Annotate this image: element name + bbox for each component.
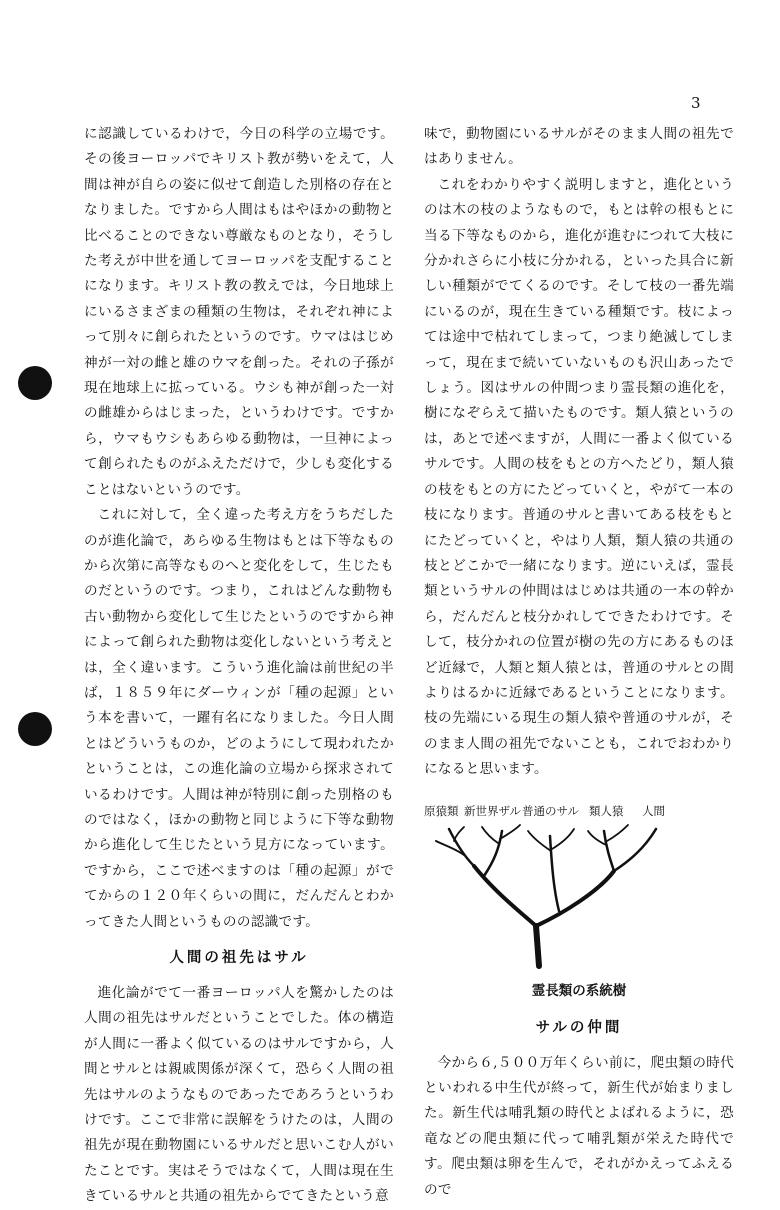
- tree-drawing: [424, 821, 734, 971]
- primate-phylogenetic-tree: [424, 803, 734, 973]
- binder-hole-top: [18, 366, 52, 400]
- paragraph: これに対して，全く違った考え方をうちだしたのが進化論で，あらゆる生物はもとは下等なものから次第に高等なものへと変化をして，生じたものだというのです。つまり，これはどんな動物も古い動物から変化して生じたというのですから神によって創られた動物は変化しないという考えとは，全く違います。こういう進化論は前世紀の半ば，１８５９年にダーウィンが「種の起源」という本を書いて，一躍有名になりました。今日人間とはどういうものか，どのようにして現われたかということは，この進化論の立場から探求されているわけです。人間は神が特別に創った別格のものではなく，ほかの動物と同じように下等な動物から進化して生じたという見方になっています。ですから，ここで述べますのは「種の起源」がでてからの１２０年くらいの間に，だんだんとわかってきた人間というものの認識です。: [84, 507, 394, 930]
- binder-hole-bottom: [18, 712, 52, 746]
- paragraph: 進化論がでて一番ヨーロッパ人を驚かしたのは人間の祖先はサルだということでした。体の構造が人間に一番よく似ているのはサルですから，人間とサルとは親戚関係が深くて，恐らく人間の祖先はサルのようなものであったであろうというわけです。ここで非常に誤解をうけたのは，人間の祖先が現在動物園にいるサルだと思いこむ人がいたことです。実はそうではなくて，人間は現在生きているサルと共通の祖先からでてきたという意: [84, 985, 394, 1205]
- tree-labels: [424, 803, 734, 823]
- paragraph: 今から６,５００万年くらい前に，爬虫類の時代といわれる中生代が終って，新生代が始まりました。新生代は哺乳類の時代とよばれるように，恐竜などの爬虫類に代って哺乳類が栄えた時代です。爬虫類は卵を生んで，それがかえってふえるので: [424, 1054, 734, 1198]
- label-humans: 人間: [642, 803, 665, 818]
- section-heading: 人間の祖先はサル: [169, 949, 309, 966]
- paragraph: これをわかりやすく説明しますと，進化というのは木の枝のようなもので，もとは幹の根もとに当る下等なものから，進化が進むにつれて大枝に分かれさらに小枝に分かれる，といった具合に新しい種類がでてくるのです。そして枝の一番先端にいるのが，現在生きている種類です。枝によっては途中で枯れてしまって，つまり絶滅してしまって，現在まで続いていないものも沢山あったでしょう。図はサルの仲間つまり霊長類の進化を，樹になぞらえて描いたものです。類人猿というのは，あとで述べますが，人間に一番よく似ているサルです。人間の枝をもとの方へたどり，類人猿の枝をもとの方にたどっていくと，やがて一本の枝になります。普通のサルと書いてある枝をもとにたどっていくと，やはり人類，類人猿の共通の枝とどこかで一緒になります。逆にいえば，霊長類というサルの仲間ははじめは共通の一本の幹から，だんだんと枝分かれしてできたわけです。そして，枝分かれの位置が樹の先の方にあるものほど近縁で，人類と類人猿とは，普通のサルとの間よりはるかに近縁であるということになります。枝の先端にいる現生の類人猿や普通のサルが，そのまま人間の祖先でないことも，これでおわかりになると思います。: [424, 176, 734, 778]
- label-new-world-monkeys: 新世界ザル: [464, 803, 521, 818]
- paragraph: に認識しているわけで，今日の科学の立場です。その後ヨーロッパでキリスト教が勢いをえて，人間は神が自らの姿に似せて創造した別格の存在となりました。ですから人間はもはやほかの動物と比べることのできない尊厳なものとなり，そうした考えが中世を通してヨーロッパを支配することになります。キリスト教の教えでは，今日地球上にいるさまざまの種類の生物は，それぞれ神によって別々に創られたというのです。ウマははじめ神が一対の雌と雄のウマを創った。それの子孫が現在地球上に拡っている。ウシも神が創った一対の雌雄からはじまった，というわけです。ですから，ウマもウシもあらゆる動物は，一旦神によって創られたものがふえただけで，少しも変化することはないというのです。: [84, 126, 394, 498]
- label-prosimians: 原猿類: [424, 803, 459, 818]
- paragraph: 味で，動物園にいるサルがそのまま人間の祖先ではありません。: [424, 126, 734, 168]
- right-column: [424, 122, 734, 1203]
- section-heading: サルの仲間: [535, 1018, 623, 1036]
- left-column: [84, 122, 394, 1210]
- page-number: 3: [691, 94, 701, 112]
- label-apes: 類人猿: [589, 803, 624, 818]
- label-old-world-monkeys: 普通のサル: [522, 803, 579, 818]
- diagram-caption: 霊長類の系統樹: [531, 982, 627, 999]
